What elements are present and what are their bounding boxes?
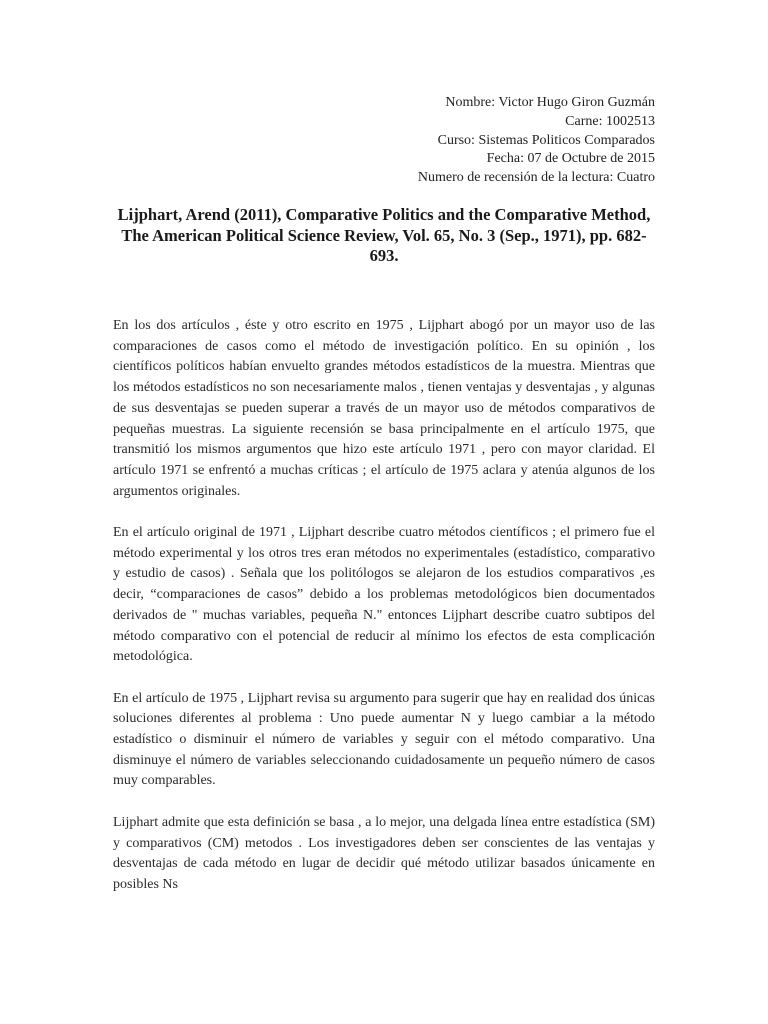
review-body <box>113 316 655 916</box>
carne-line: Carne: 1002513 <box>565 113 655 129</box>
citation-heading: Lijphart, Arend (2011), Comparative Politics and the Comparative Method, The American Political Science Review, Vol. 65, No. 3 (Sep., 1971), pp. 682-693. <box>117 205 651 266</box>
course-line: Curso: Sistemas Politicos Comparados <box>437 132 655 148</box>
paragraph: En los dos artículos , éste y otro escrito en 1975 , Lijphart abogó por un mayor uso de las comparaciones de casos como el método de investigación político. En su opinión , los científicos políticos habían envuelto grandes métodos estadísticos de la muestra. Mientras que los métodos estadísticos no son necesariamente malos , tienen ventajas y desventajas , y algunas de sus desventajas se pueden superar a través de un mayor uso de métodos comparativos de pequeñas muestras. La siguiente recensión se basa principalmente en el artículo 1975, que transmitió los mismos argumentos que hizo este artículo 1971 , pero con mayor claridad. El artículo 1971 se enfrentó a muchas críticas ; el artículo de 1975 aclara y atenúa algunos de los argumentos originales. <box>113 318 655 499</box>
author-name-line: Nombre: Victor Hugo Giron Guzmán <box>445 95 655 110</box>
review-number-line: Numero de recensión de la lectura: Cuatro <box>417 170 655 186</box>
author-info-block <box>418 94 655 188</box>
paragraph: Lijphart admite que esta definición se basa , a lo mejor, una delgada línea entre estadística (SM) y comparativos (CM) metodos . Los investigadores deben ser conscientes de las ventajas y desventajas de cada método en lugar de decidir qué método utilizar basados únicamente en posibles Ns <box>113 814 655 892</box>
paragraph: En el artículo original de 1971 , Lijphart describe cuatro métodos científicos ; el primero fue el método experimental y los otros tres eran métodos no experimentales (estadístico, comparativo y estudio de casos) . Señala que los politólogos se alejaron de los estudios comparativos ,es decir, “comparaciones de casos” debido a los problemas metodológicos bien documentados derivados de " muchas variables, pequeña N." entonces Lijphart describe cuatro subtipos del método comparativo con el potencial de reducir al mínimo los efectos de esta complicación metodológica. <box>113 525 655 665</box>
paragraph: En el artículo de 1975 , Lijphart revisa su argumento para sugerir que hay en realidad dos únicas soluciones diferentes al problema : Uno puede aumentar N y luego cambiar a la método estadístico o disminuir el número de variables y seguir con el método comparativo. Una disminuye el número de variables seleccionando cuidadosamente un pequeño número de casos muy comparables. <box>113 690 655 789</box>
date-line: Fecha: 07 de Octubre de 2015 <box>486 151 655 167</box>
